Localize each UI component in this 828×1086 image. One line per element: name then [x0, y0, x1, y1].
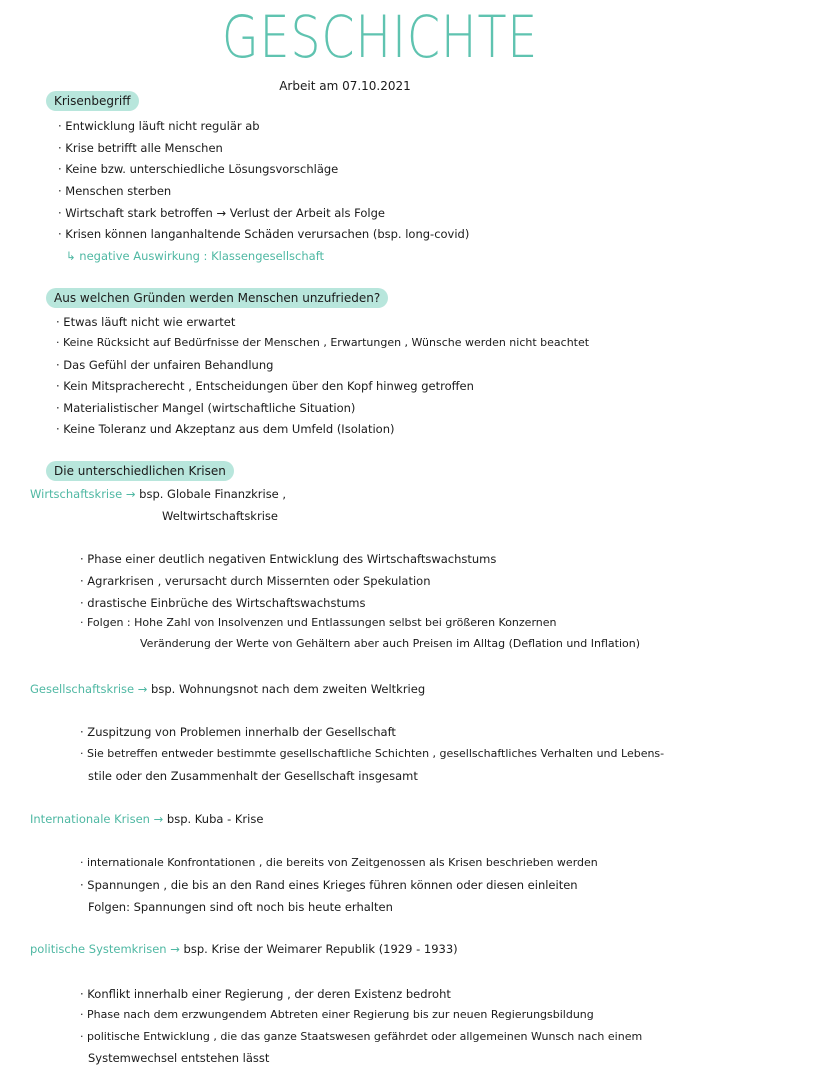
- list-item: · Phase einer deutlich negativen Entwicklung des Wirtschaftswachstums: [80, 552, 497, 566]
- example-text: bsp. Krise der Weimarer Republik (1929 - 1933): [183, 942, 458, 956]
- list-item: · Folgen : Hohe Zahl von Insolvenzen und Entlassungen selbst bei größeren Konzernen: [80, 616, 557, 629]
- subheading-politische-systemkrisen: [30, 941, 458, 957]
- list-item: · Das Gefühl der unfairen Behandlung: [56, 358, 274, 372]
- list-item: · Keine Rücksicht auf Bedürfnisse der Menschen , Erwartungen , Wünsche werden nicht beachtet: [56, 336, 590, 349]
- list-item: · Kein Mitspracherecht , Entscheidungen über den Kopf hinweg getroffen: [56, 379, 474, 393]
- label-gesellschaftskrise: Gesellschaftskrise: [30, 682, 135, 696]
- list-item: · internationale Konfrontationen , die bereits von Zeitgenossen als Krisen beschrieben werden: [80, 856, 598, 869]
- example-text: bsp. Globale Finanzkrise ,: [139, 487, 287, 501]
- list-item: · Entwicklung läuft nicht regulär ab: [58, 119, 260, 133]
- date-line: Arbeit am 07.10.2021: [279, 79, 411, 93]
- arrow-icon: →: [170, 942, 180, 956]
- list-continuation: Veränderung der Werte von Gehältern aber auch Preisen im Alltag (Deflation und Inflation): [140, 637, 641, 650]
- example-text: bsp. Wohnungsnot nach dem zweiten Weltkrieg: [151, 682, 426, 696]
- example-continuation: Weltwirtschaftskrise: [162, 509, 278, 523]
- list-continuation: Systemwechsel entstehen lässt: [88, 1051, 270, 1065]
- page-title: GESCHICHTE: [221, 3, 539, 71]
- heading-gruende: Aus welchen Gründen werden Menschen unzufrieden?: [46, 288, 388, 308]
- list-item: · Etwas läuft nicht wie erwartet: [56, 315, 236, 329]
- list-item: · Keine Toleranz und Akzeptanz aus dem Umfeld (Isolation): [56, 422, 395, 436]
- example-text: bsp. Kuba - Krise: [166, 812, 264, 826]
- list-item: · drastische Einbrüche des Wirtschaftswachstums: [80, 596, 366, 610]
- list-item: · Keine bzw. unterschiedliche Lösungsvorschläge: [58, 162, 339, 176]
- list-item: · Materialistischer Mangel (wirtschaftliche Situation): [56, 401, 356, 415]
- list-item: · Spannungen , die bis an den Rand eines Krieges führen können oder diesen einleiten: [80, 878, 578, 892]
- list-item: · Agrarkrisen , verursacht durch Missernten oder Spekulation: [80, 574, 431, 588]
- subheading-internationale-krisen: [30, 811, 263, 827]
- heading-krisenbegriff: Krisenbegriff: [46, 91, 139, 111]
- label-internationale-krisen: Internationale Krisen: [30, 812, 150, 826]
- arrow-icon: →: [125, 487, 136, 501]
- list-continuation: stile oder den Zusammenhalt der Gesellschaft insgesamt: [88, 769, 418, 783]
- list-item: · Sie betreffen entweder bestimmte gesellschaftliche Schichten , gesellschaftliches Verhalten und Lebens-: [80, 747, 665, 760]
- arrow-icon: →: [153, 812, 164, 826]
- subheading-wirtschaftskrise: [30, 486, 286, 502]
- heading-krisen: Die unterschiedlichen Krisen: [46, 461, 234, 481]
- list-item: · Krisen können langanhaltende Schäden verursachen (bsp. long-covid): [58, 227, 470, 241]
- list-item: · Wirtschaft stark betroffen → Verlust der Arbeit als Folge: [58, 206, 385, 220]
- list-item: · Zuspitzung von Problemen innerhalb der Gesellschaft: [80, 725, 396, 739]
- subheading-gesellschaftskrise: [30, 681, 425, 697]
- list-item: · Konflikt innerhalb einer Regierung , der deren Existenz bedroht: [80, 987, 451, 1001]
- list-item: · Krise betrifft alle Menschen: [58, 141, 223, 155]
- arrow-icon: →: [137, 682, 148, 696]
- label-wirtschaftskrise: Wirtschaftskrise: [30, 487, 123, 501]
- list-continuation: Folgen: Spannungen sind oft noch bis heute erhalten: [88, 900, 393, 914]
- label-politische-systemkrisen: politische Systemkrisen: [30, 942, 167, 956]
- note-negative-impact: ↳ negative Auswirkung : Klassengesellschaft: [66, 249, 325, 263]
- list-item: · Menschen sterben: [58, 184, 172, 198]
- list-item: · politische Entwicklung , die das ganze Staatswesen gefährdet oder allgemeinen Wunsch nach einem: [80, 1030, 643, 1043]
- list-item: · Phase nach dem erzwungendem Abtreten einer Regierung bis zur neuen Regierungsbildung: [80, 1008, 594, 1021]
